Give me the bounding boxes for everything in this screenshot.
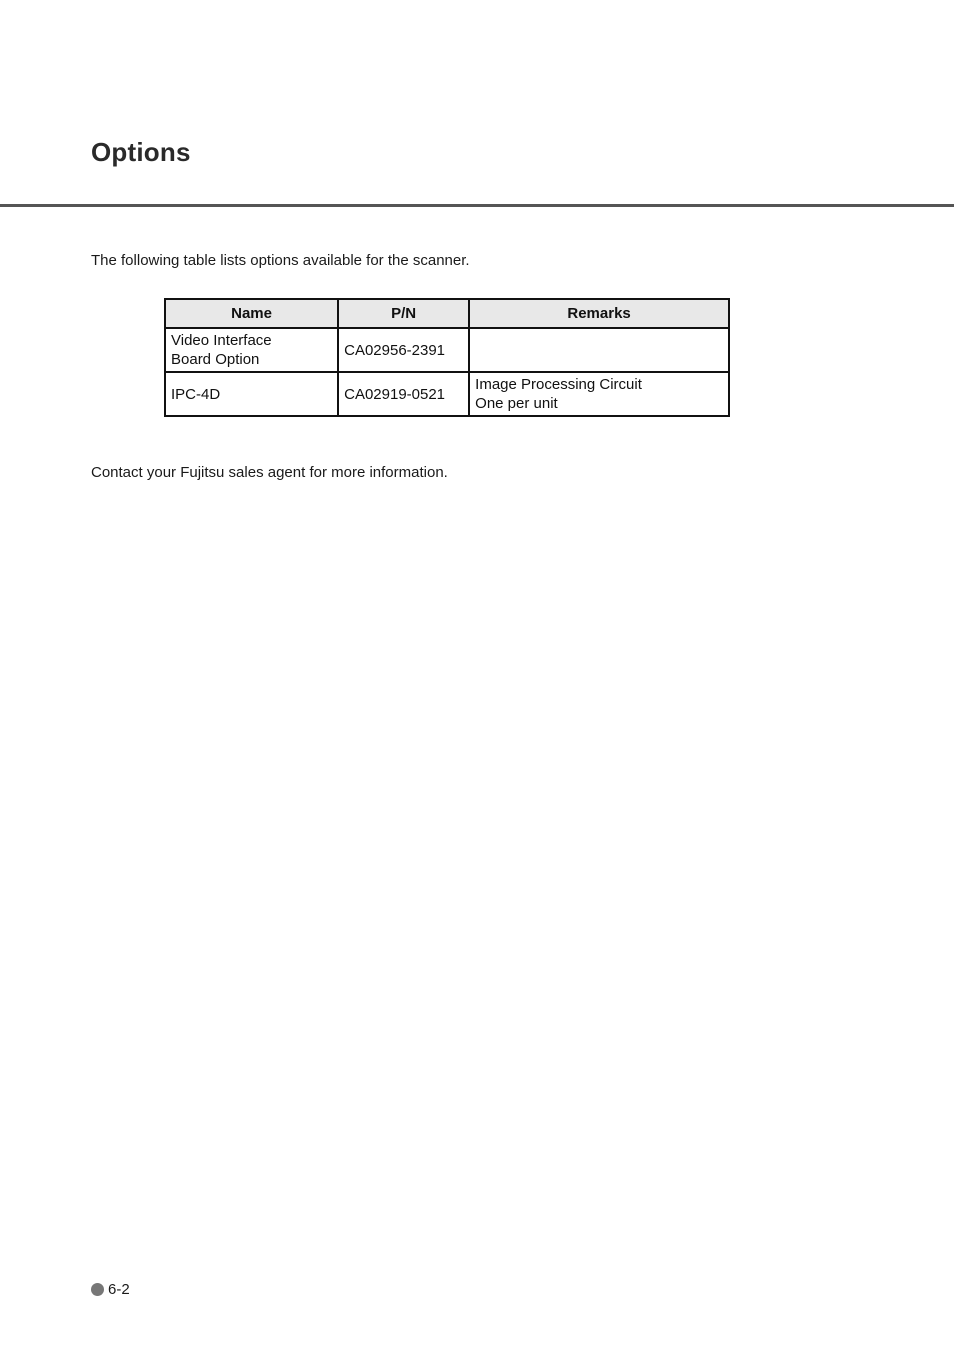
cell-name: [165, 328, 338, 372]
table-row: [165, 328, 729, 372]
filled-circle-icon: [91, 1283, 104, 1296]
page-footer: [91, 1281, 130, 1298]
table-row: [165, 372, 729, 416]
options-table: [164, 298, 730, 417]
header-pn: P/N: [338, 299, 469, 328]
cell-remarks: [469, 328, 729, 372]
cell-remarks: [469, 372, 729, 416]
table-header-row: [165, 299, 729, 328]
page-title: Options: [91, 137, 191, 167]
header-name: Name: [165, 299, 338, 328]
cell-pn: CA02919-0521: [338, 372, 469, 416]
intro-paragraph: The following table lists options available for the scanner.: [91, 252, 470, 269]
cell-remarks-line: One per unit: [475, 395, 558, 412]
cell-remarks-line: Image Processing Circuit: [475, 376, 642, 393]
title-rule: [0, 204, 954, 207]
contact-paragraph: Contact your Fujitsu sales agent for more information.: [91, 464, 448, 481]
cell-name: [165, 372, 338, 416]
cell-pn: CA02956-2391: [338, 328, 469, 372]
cell-name-line: Video Interface: [171, 332, 272, 349]
header-remarks: Remarks: [469, 299, 729, 328]
cell-name-line: IPC-4D: [171, 385, 221, 403]
cell-name-line: Board Option: [171, 351, 260, 368]
page-number: 6-2: [108, 1281, 130, 1298]
